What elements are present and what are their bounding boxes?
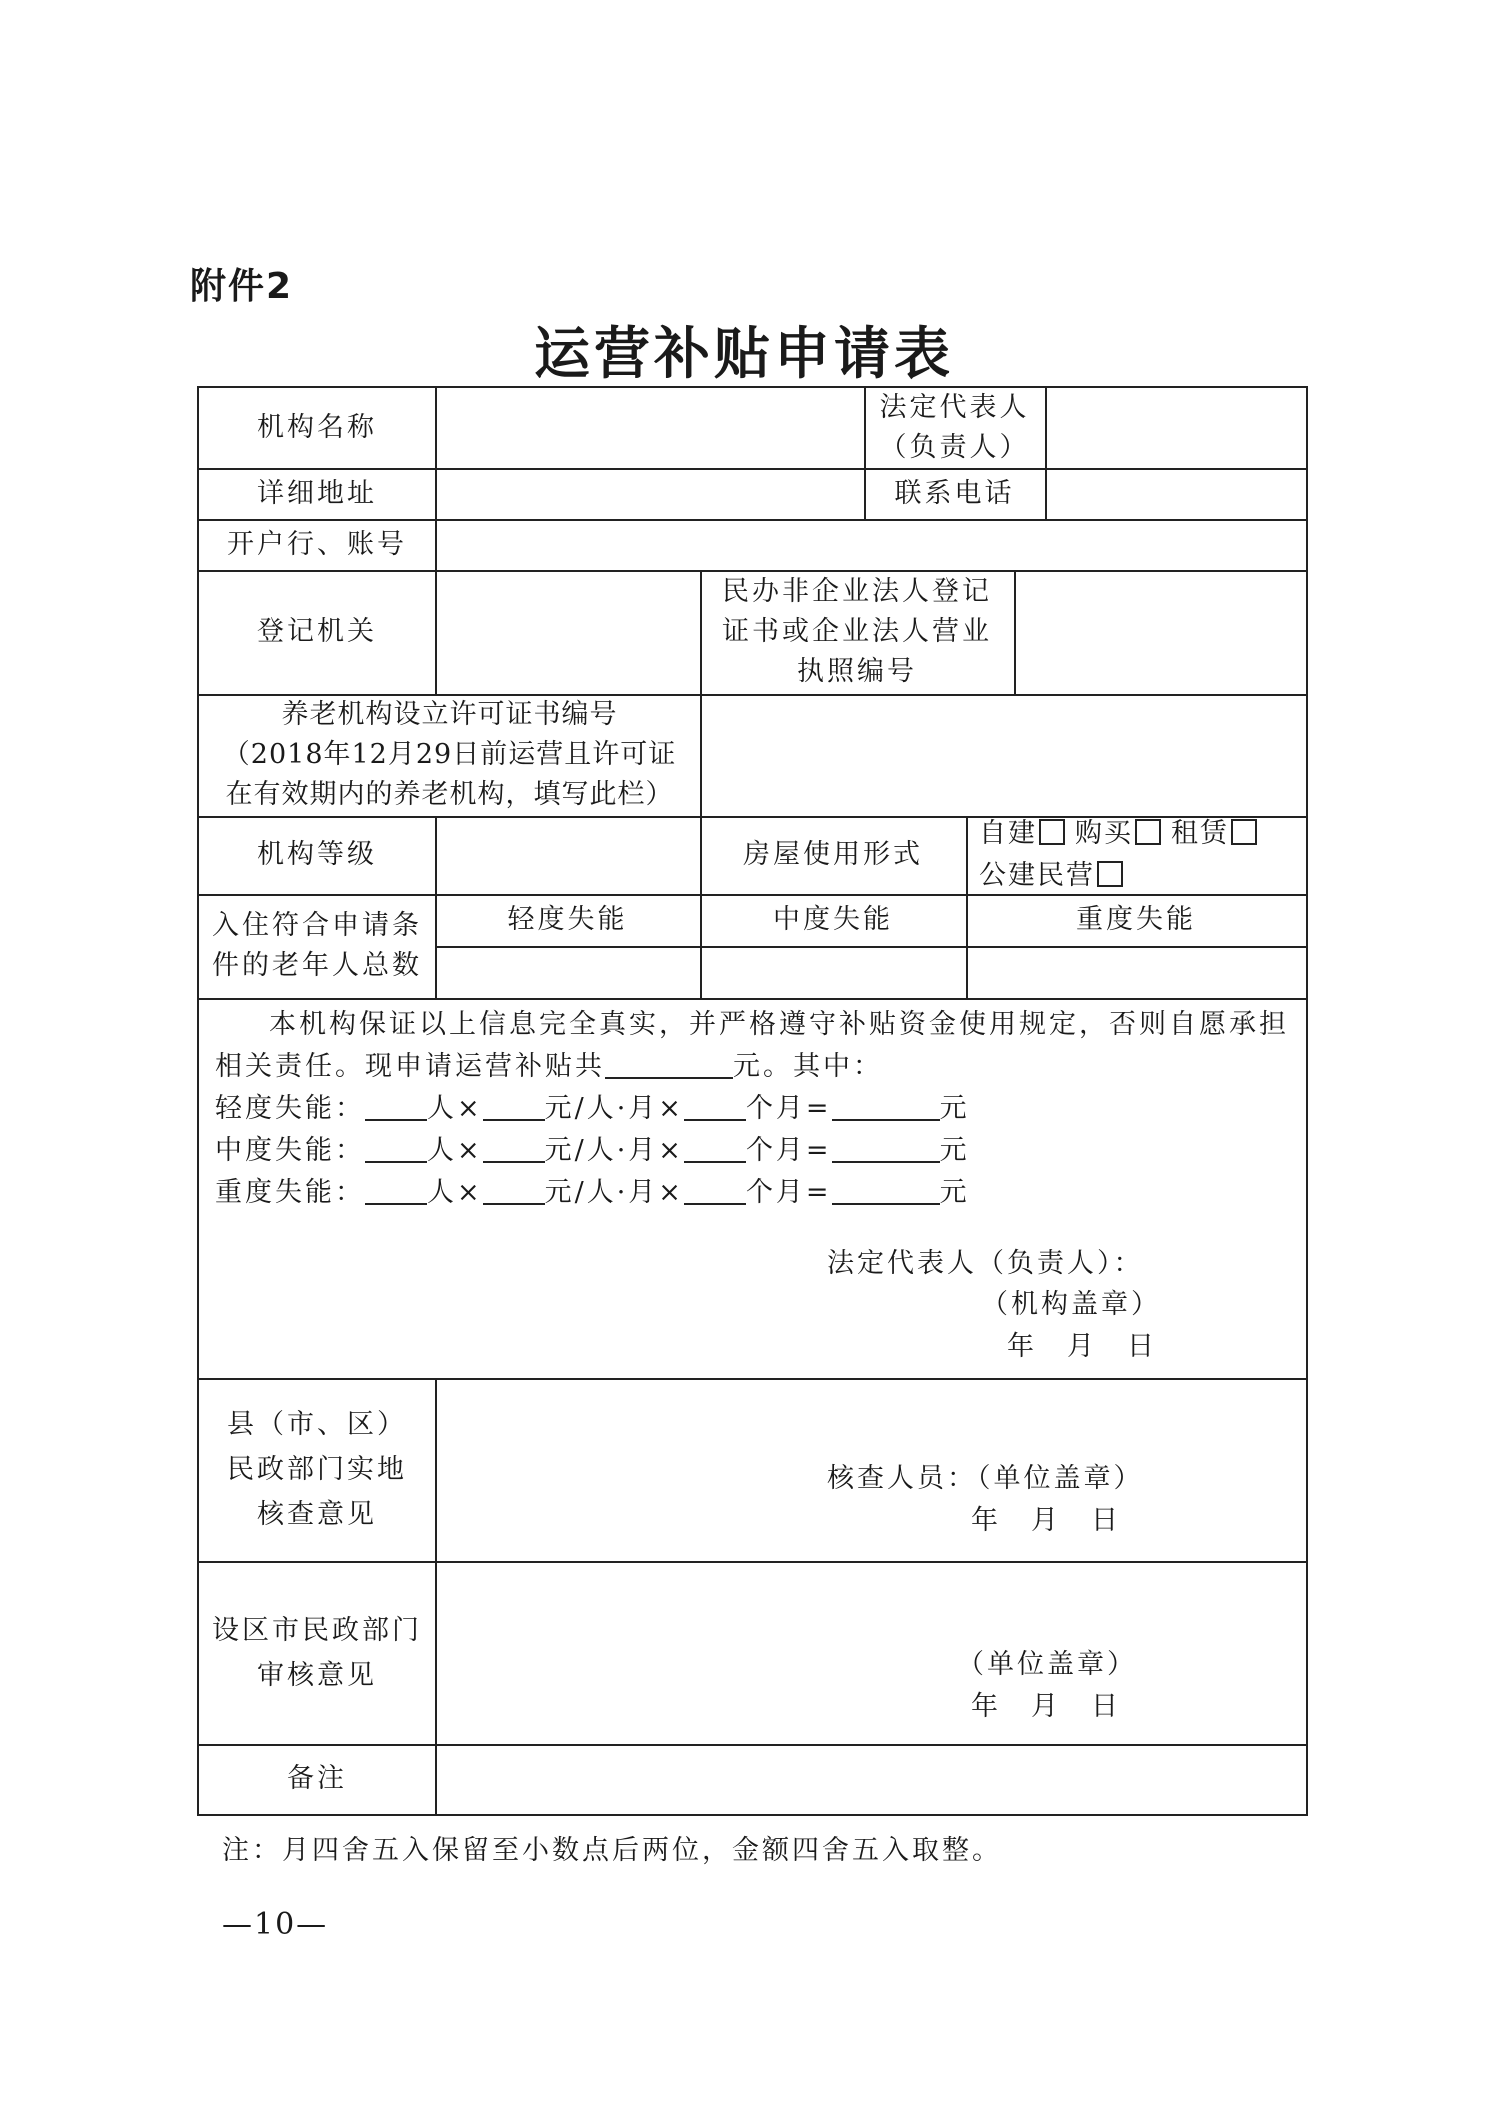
calc-text: 个月=	[745, 1177, 832, 1208]
legal-rep-label-line1: 法定代表人	[879, 392, 1030, 423]
declaration-text	[215, 1004, 1295, 1214]
declaration-sentence: 本机构保证以上信息完全真实，并严格遵守补贴资金使用规定，否则自愿承担相关责任。现申请运营补贴共	[215, 1009, 1289, 1082]
city-label-line2: 审核意见	[257, 1659, 377, 1691]
people-blank[interactable]	[365, 1173, 427, 1205]
self-built-checkbox[interactable]	[1039, 819, 1065, 845]
option-self-built: 自建	[979, 818, 1037, 849]
rate-blank[interactable]	[483, 1131, 545, 1163]
remarks-field[interactable]	[435, 1744, 1306, 1814]
calc-text: 个月=	[745, 1093, 832, 1124]
calc-text: 人×	[427, 1177, 483, 1208]
calc-text: 元	[939, 1093, 970, 1124]
declaration-date: 年 月 日	[1007, 1331, 1157, 1362]
housing-options	[979, 816, 1306, 894]
mild-header: 轻度失能	[507, 904, 628, 935]
calc-label: 轻度失能：	[215, 1093, 365, 1124]
form-title: 运营补贴申请表	[534, 321, 954, 387]
license-label-line1: 民办非企业法人登记	[722, 576, 992, 607]
calc-text: 元/人·月×	[544, 1093, 684, 1124]
city-label-line1: 设区市民政部门	[212, 1614, 422, 1646]
reg-authority-label: 登记机关	[257, 616, 377, 647]
city-seal-label: （单位盖章）	[957, 1649, 1137, 1680]
bank-account-field[interactable]	[435, 519, 1306, 570]
elderly-label-line2: 件的老年人总数	[212, 950, 422, 981]
org-name-field[interactable]	[435, 388, 864, 468]
license-label-line3: 执照编号	[797, 656, 917, 687]
months-blank[interactable]	[684, 1131, 746, 1163]
grade-field[interactable]	[435, 816, 700, 894]
license-label-line2: 证书或企业法人营业	[722, 616, 992, 647]
city-review-date: 年 月 日	[971, 1691, 1121, 1722]
org-seal-label: （机构盖章）	[981, 1289, 1161, 1320]
calc-text: 个月=	[745, 1135, 832, 1166]
page-number: —10—	[222, 1907, 329, 1942]
months-blank[interactable]	[684, 1089, 746, 1121]
permit-label-line3: 在有效期内的养老机构，填写此栏）	[225, 779, 674, 810]
calc-text: 人×	[427, 1135, 483, 1166]
reg-authority-field[interactable]	[435, 570, 700, 694]
calc-text: 元/人·月×	[544, 1135, 684, 1166]
county-label-line1: 县（市、区）	[227, 1409, 407, 1440]
phone-field[interactable]	[1045, 468, 1306, 519]
city-review-field[interactable]	[435, 1561, 1306, 1744]
severe-header: 重度失能	[1076, 904, 1196, 935]
total-subsidy-blank[interactable]	[605, 1047, 733, 1079]
permit-number-label	[199, 694, 700, 816]
city-review-label	[199, 1561, 435, 1744]
moderate-count-field[interactable]	[700, 946, 966, 998]
calc-text: 人×	[427, 1093, 483, 1124]
grade-label: 机构等级	[257, 839, 377, 870]
remarks-label: 备注	[287, 1763, 347, 1794]
legal-rep-signature: 法定代表人（负责人）：	[827, 1248, 1144, 1279]
months-blank[interactable]	[684, 1173, 746, 1205]
permit-label-line2: （2018年12月29日前运营且许可证	[222, 739, 677, 770]
bank-account-label: 开户行、账号	[227, 528, 407, 560]
option-rented: 租赁	[1171, 818, 1229, 849]
severe-count-field[interactable]	[966, 946, 1306, 998]
total-subsidy-unit: 元。其中：	[733, 1051, 883, 1082]
declaration-section	[199, 998, 1306, 1378]
calc-label: 中度失能：	[215, 1135, 365, 1166]
legal-rep-field[interactable]	[1045, 388, 1306, 468]
legal-rep-label-line2: （负责人）	[879, 432, 1030, 463]
calc-label: 重度失能：	[215, 1177, 365, 1208]
rate-blank[interactable]	[483, 1089, 545, 1121]
option-public-private: 公建民营	[979, 860, 1095, 891]
amount-blank[interactable]	[832, 1131, 940, 1163]
amount-blank[interactable]	[832, 1089, 940, 1121]
address-label: 详细地址	[257, 477, 377, 509]
people-blank[interactable]	[365, 1131, 427, 1163]
permit-label-line1: 养老机构设立许可证书编号	[281, 699, 618, 730]
purchased-checkbox[interactable]	[1135, 819, 1161, 845]
mild-count-field[interactable]	[435, 946, 700, 998]
calc-text: 元	[939, 1135, 970, 1166]
calc-row-mild	[215, 1088, 1295, 1130]
application-form	[197, 386, 1308, 1816]
people-blank[interactable]	[365, 1089, 427, 1121]
calc-row-severe	[215, 1172, 1295, 1214]
inspector-signature: 核查人员：（单位盖章）	[827, 1463, 1144, 1494]
elderly-count-label	[199, 894, 435, 998]
county-review-label	[199, 1378, 435, 1561]
calc-text: 元/人·月×	[544, 1177, 684, 1208]
rented-checkbox[interactable]	[1231, 819, 1257, 845]
license-number-field[interactable]	[1014, 570, 1306, 694]
legal-rep-label	[864, 388, 1045, 468]
moderate-header: 中度失能	[773, 904, 893, 935]
permit-number-field[interactable]	[700, 694, 1306, 816]
county-review-field[interactable]	[435, 1378, 1306, 1561]
address-field[interactable]	[435, 468, 864, 519]
footnote: 注：月四舍五入保留至小数点后两位，金额四舍五入取整。	[222, 1835, 1002, 1866]
county-label-line2: 民政部门实地	[227, 1454, 407, 1485]
calc-text: 元	[939, 1177, 970, 1208]
elderly-label-line1: 入住符合申请条	[212, 910, 422, 941]
rate-blank[interactable]	[483, 1173, 545, 1205]
county-review-date: 年 月 日	[971, 1505, 1121, 1536]
org-name-label: 机构名称	[257, 412, 377, 443]
county-label-line3: 核查意见	[257, 1499, 377, 1530]
annex-label: 附件2	[190, 266, 294, 307]
amount-blank[interactable]	[832, 1173, 940, 1205]
housing-label: 房屋使用形式	[743, 839, 923, 870]
option-purchased: 购买	[1075, 818, 1133, 849]
phone-label: 联系电话	[894, 477, 1015, 509]
license-number-label	[700, 570, 1014, 694]
calc-row-moderate	[215, 1130, 1295, 1172]
public-private-checkbox[interactable]	[1097, 861, 1123, 887]
